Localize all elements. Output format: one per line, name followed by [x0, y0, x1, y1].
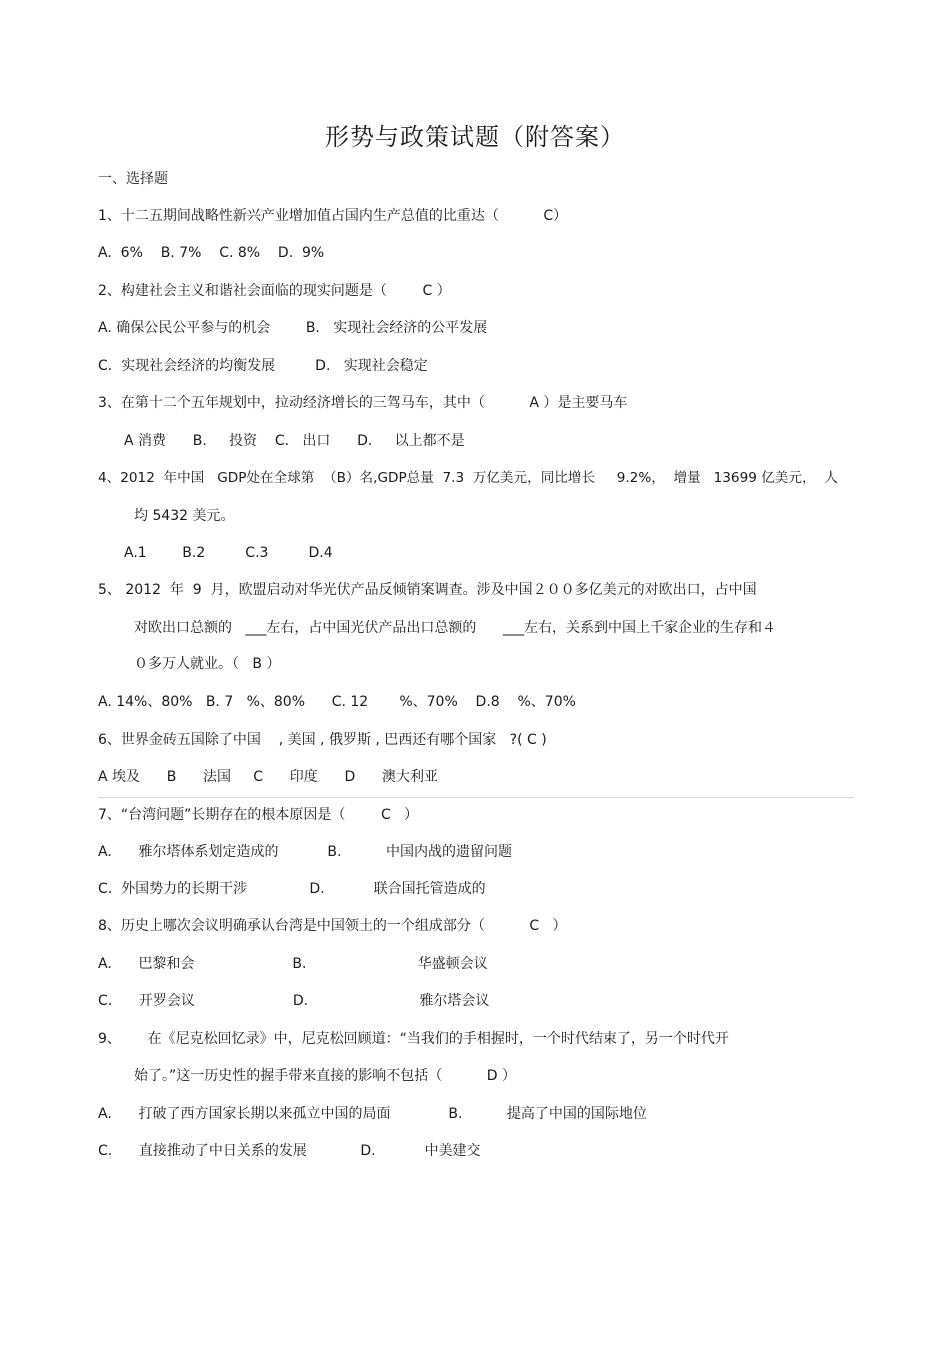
question-6-options: A 埃及 B 法国 C 印度 D 澳大利亚 — [98, 769, 438, 785]
question-7-options-cd: C. 外国势力的长期干涉 D. 联合国托管造成的 — [98, 881, 486, 897]
question-5: 5、 2012 年 9 月，欧盟启动对华光伏产品反倾销案调查。涉及中国２００多亿美元的对欧出口，占中国 — [98, 582, 757, 598]
question-5-continued-2: ０多万人就业。（ B ） — [134, 656, 281, 672]
page-divider — [98, 797, 854, 798]
question-6: 6、世界金砖五国除了中国 , 美国 , 俄罗斯 , 巴西还有哪个国家 ?( C ) — [98, 732, 547, 748]
question-5-options: A. 14%、80% B. 7 %、80% C. 12 %、70% D.8 %、70% — [98, 694, 576, 710]
question-3: 3、在第十二个五年规划中，拉动经济增长的三驾马车，其中（ A ）是主要马车 — [98, 395, 628, 411]
question-9: 9、 在《尼克松回忆录》中，尼克松回顾道：“当我们的手相握时，一个时代结束了，另一个时代开 — [98, 1031, 729, 1047]
question-2: 2、构建社会主义和谐社会面临的现实问题是（ C ） — [98, 283, 451, 299]
question-2-options-cd: C. 实现社会经济的均衡发展 D. 实现社会稳定 — [98, 358, 428, 374]
question-4: 4、2012 年中国 GDP处在全球第 （B）名,GDP总量 7.3 万亿美元，同比增长 9.2%， 增量 13699 亿美元， 人 — [98, 470, 838, 486]
question-7: 7、“台湾问题”长期存在的根本原因是（ C ） — [98, 807, 419, 823]
question-4-continued: 均 5432 美元。 — [134, 508, 235, 524]
question-2-options-ab: A. 确保公民公平参与的机会 B. 实现社会经济的公平发展 — [98, 320, 488, 336]
question-8-options-cd: C. 开罗会议 D. 雅尔塔会议 — [98, 993, 490, 1009]
question-7-options-ab: A. 雅尔塔体系划定造成的 B. 中国内战的遗留问题 — [98, 844, 512, 860]
question-1-options: A. 6% B. 7% C. 8% D. 9% — [98, 245, 325, 261]
document-title: 形势与政策试题（附答案） — [325, 123, 625, 151]
section-heading: 一、选择题 — [98, 171, 168, 187]
question-4-options: A.1 B.2 C.3 D.4 — [124, 545, 333, 561]
question-3-options: A 消费 B. 投资 C. 出口 D. 以上都不是 — [124, 433, 465, 449]
question-5-continued-1: 对欧出口总额的 ___左右，占中国光伏产品出口总额的 ___左右，关系到中国上千家企业的生存和４ — [134, 620, 777, 636]
question-8: 8、历史上哪次会议明确承认台湾是中国领土的一个组成部分（ C ） — [98, 918, 567, 934]
question-8-options-ab: A. 巴黎和会 B. 华盛顿会议 — [98, 956, 488, 972]
question-9-options-cd: C. 直接推动了中日关系的发展 D. 中美建交 — [98, 1143, 481, 1159]
question-1: 1、十二五期间战略性新兴产业增加值占国内生产总值的比重达（ C） — [98, 208, 568, 224]
question-9-options-ab: A. 打破了西方国家长期以来孤立中国的局面 B. 提高了中国的国际地位 — [98, 1106, 647, 1122]
question-9-continued: 始了。”这一历史性的握手带来直接的影响不包括（ D ） — [134, 1068, 516, 1084]
